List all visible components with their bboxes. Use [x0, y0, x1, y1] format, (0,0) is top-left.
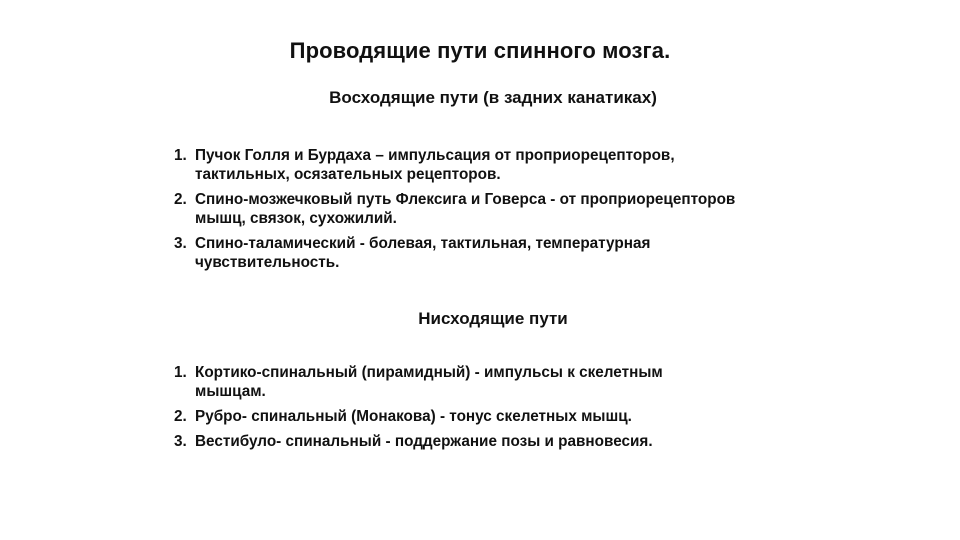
item-line: Спино-таламический - болевая, тактильная, температурная — [195, 235, 651, 252]
item-number: 2. — [174, 408, 187, 425]
item-text — [195, 234, 814, 272]
item-text — [195, 146, 814, 184]
item-number: 3. — [174, 235, 187, 252]
list-item — [174, 234, 814, 272]
item-number: 3. — [174, 433, 187, 450]
item-text — [195, 432, 814, 451]
list-item — [174, 407, 814, 426]
descending-list — [174, 363, 814, 457]
item-line: мышцам. — [195, 383, 266, 400]
item-text — [195, 190, 814, 228]
item-text — [195, 363, 814, 401]
item-line: Спино-мозжечковый путь Флексига и Говерса - от проприорецепторов — [195, 191, 736, 208]
item-line: Рубро- спинальный (Монакова) - тонус скелетных мышц. — [195, 408, 632, 425]
item-line: чувствительность. — [195, 254, 340, 271]
item-number: 1. — [174, 147, 187, 164]
item-line: Пучок Голля и Бурдаха – импульсация от проприорецепторов, — [195, 147, 675, 164]
item-text — [195, 407, 814, 426]
item-number: 2. — [174, 191, 187, 208]
ascending-list — [174, 146, 814, 278]
list-item — [174, 190, 814, 228]
list-item — [174, 432, 814, 451]
list-item — [174, 363, 814, 401]
item-line: Кортико-спинальный (пирамидный) - импульсы к скелетным — [195, 364, 663, 381]
item-line: мышц, связок, сухожилий. — [195, 210, 397, 227]
ascending-heading: Восходящие пути (в задних канатиках) — [329, 88, 657, 107]
item-number: 1. — [174, 364, 187, 381]
item-line: тактильных, осязательных рецепторов. — [195, 166, 501, 183]
descending-heading: Нисходящие пути — [418, 309, 568, 328]
item-line: Вестибуло- спинальный - поддержание позы и равновесия. — [195, 433, 653, 450]
list-item — [174, 146, 814, 184]
slide-title: Проводящие пути спинного мозга. — [289, 38, 671, 63]
